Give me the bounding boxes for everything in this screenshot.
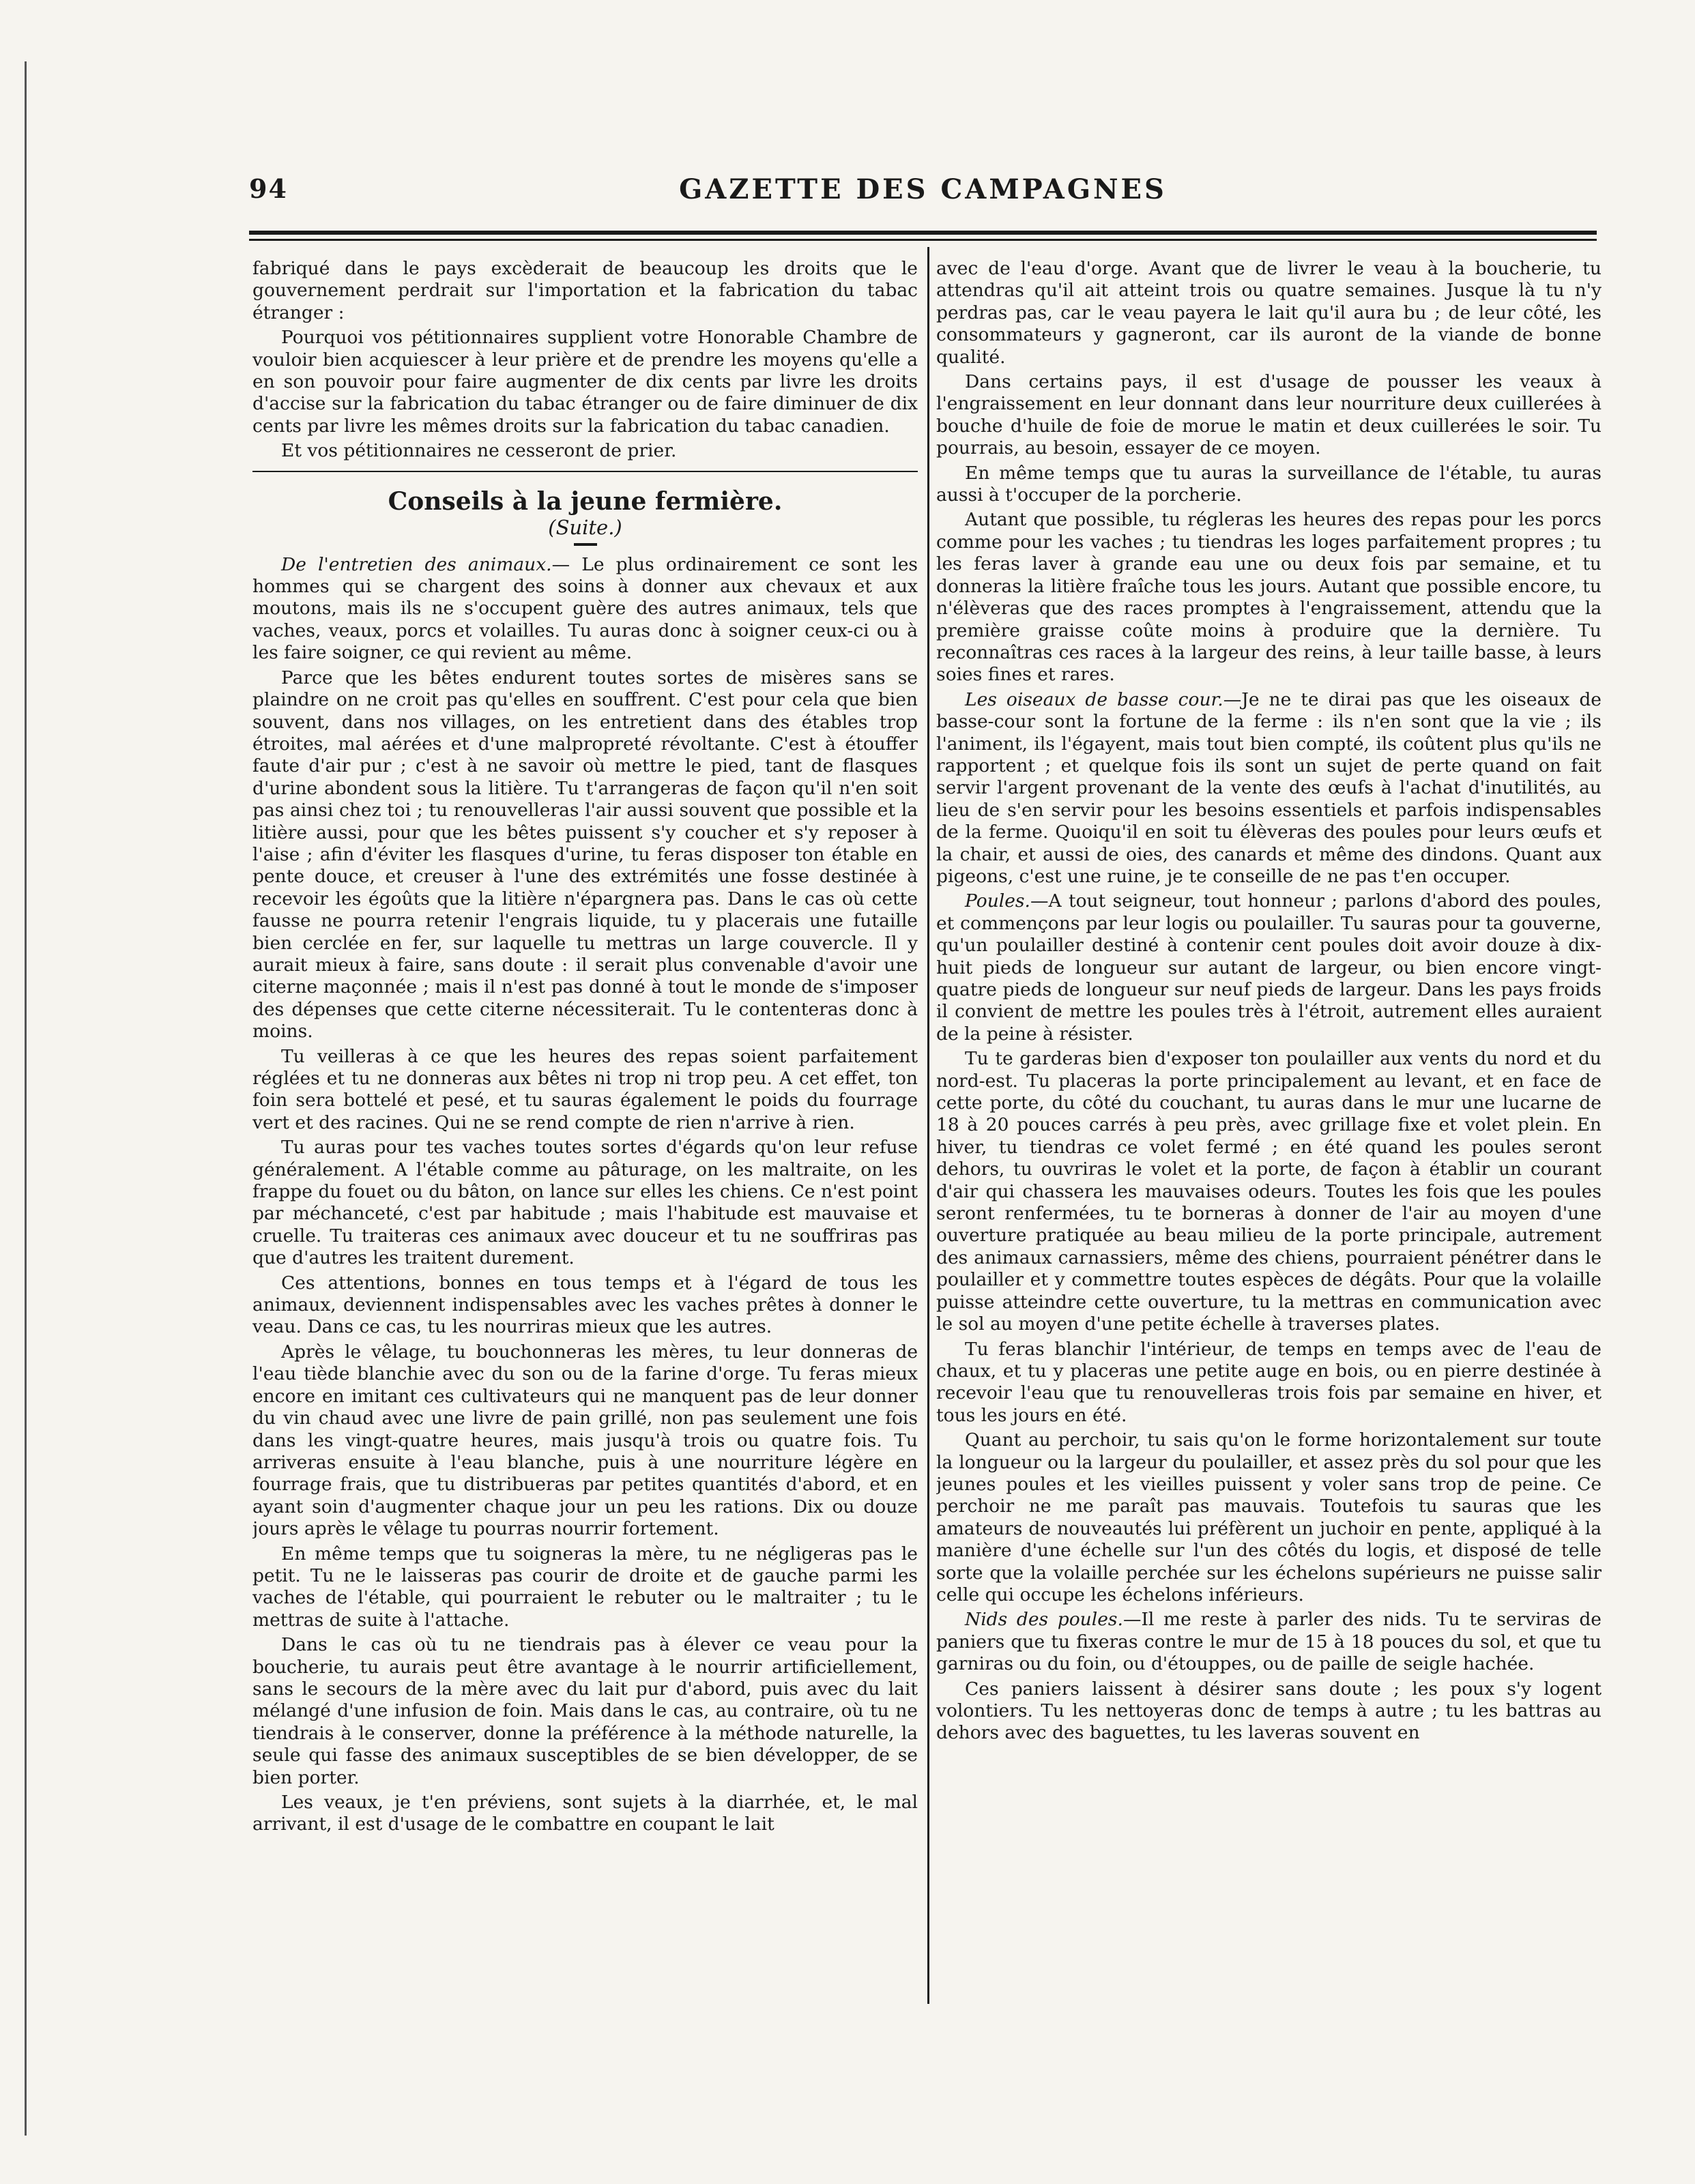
petition-paragraph: fabriqué dans le pays excèderait de beaucoup les droits que le gouvernement perdrait sur l'importation et la fabrication du tabac étranger :: [252, 258, 918, 323]
run-in-heading: Les oiseaux de basse cour.: [965, 688, 1223, 710]
article-paragraph: [252, 554, 918, 665]
column-divider: [927, 247, 929, 2004]
article-paragraph: [936, 689, 1602, 888]
article-paragraph: Dans certains pays, il est d'usage de pousser les veaux à l'engraissement en leur donnant dans leur nourriture deux cuillerées à bouche d'huile de foie de morue le matin et deux cuillerées le soir. Tu pourrais, au besoin, essayer de ce moyen.: [936, 371, 1602, 459]
article-paragraph: Dans le cas où tu ne tiendrais pas à élever ce veau pour la boucherie, tu aurais peut être avantage à le nourrir artificiellement, sans le secours de la mère avec du lait pur d'abord, puis avec du lait mélangé d'une infusion de foin. Mais dans le cas, au contraire, où tu ne tiendrais à le conserver, donne la préférence à la méthode naturelle, la seule qui fasse des animaux susceptibles de se bien développer, de se bien porter.: [252, 1634, 918, 1788]
article-paragraph: avec de l'eau d'orge. Avant que de livrer le veau à la boucherie, tu attendras qu'il ait atteint trois ou quatre semaines. Jusque là tu n'y perdras pas, car le veau payera le lait qu'il aura bu ; de leur côté, les consommateurs y gagneront, car ils auront de la viande de bonne qualité.: [936, 258, 1602, 368]
masthead: GAZETTE DES CAMPAGNES: [679, 173, 1167, 205]
article-title: Conseils à la jeune fermière.: [388, 486, 783, 516]
run-in-heading: Nids des poules.: [965, 1609, 1123, 1631]
article-paragraph: Autant que possible, tu régleras les heures des repas pour les porcs comme pour les vaches ; tu tiendras les loges parfaitement propres ; tu les feras laver à grande eau une ou deux fois par semaine, et tu donneras la litière fraîche tous les jours. Autant que possible encore, tu n'élèveras que des races promptes à l'engraissement, attendu que la première graisse coûte moins à produire que la dernière. Tu reconnaîtras ces races à la largeur des reins, à leur taille basse, à leurs soies fines et rares.: [936, 509, 1602, 686]
article-paragraph: Les veaux, je t'en préviens, sont sujets à la diarrhée, et, le mal arrivant, il est d'usage de le combattre en coupant le lait: [252, 1792, 918, 1835]
binding-edge: [25, 61, 27, 2136]
article-paragraph: Tu feras blanchir l'intérieur, de temps en temps avec de l'eau de chaux, et tu y placeras une petite auge en bois, ou en pierre destinée à recevoir l'eau que tu renouvelleras trois fois par semaine en hiver, et tous les jours en été.: [936, 1338, 1602, 1426]
article-paragraph: Tu auras pour tes vaches toutes sortes d'égards qu'on leur refuse généralement. A l'étable comme au pâturage, on les maltraite, on les frappe du fouet ou du bâton, on lance sur elles les chiens. Ce n'est point par méchanceté, c'est par habitude ; mais l'habitude est mauvaise et cruelle. Tu traiteras ces animaux avec douceur et tu ne souffriras pas que d'autres les traitent durement.: [252, 1137, 918, 1269]
article-paragraph: Quant au perchoir, tu sais qu'on le forme horizontalement sur toute la longueur ou la largeur du poulailler, et assez près du sol pour que les jeunes poules et les vieilles puissent y voler sans trop de peine. Ce perchoir ne me paraît pas mauvais. Toutefois tu sauras que les amateurs de nouveautés lui préfèrent un juchoir en pente, appliqué à la manière d'une échelle sur l'un des côtés du logis, et disposé de telle sorte que la volaille perchée sur les échelons supérieurs ne puisse salir celle qui occupe les échelons inférieurs.: [936, 1429, 1602, 1605]
article-paragraph: Tu veilleras à ce que les heures des repas soient parfaitement réglées et tu ne donneras aux bêtes ni trop ni trop peu. A cet effet, ton foin sera bottelé et pesé, et tu sauras également le poids du fourrage vert et des racines. Qui ne se rend compte de rien n'arrive à rien.: [252, 1045, 918, 1133]
article-paragraph: Parce que les bêtes endurent toutes sortes de misères sans se plaindre on ne croit pas qu'elles en souffrent. C'est pour cela que bien souvent, dans nos villages, on les entretient dans des étables trop étroites, mal aérées et d'une malpropreté révoltante. C'est à étouffer faute d'air pur ; c'est à ne savoir où mettre le pied, tant de flasques d'urine abondent sous la litière. Tu t'arrangeras de façon qu'il n'en soit pas ainsi chez toi ; tu renouvelleras l'air aussi souvent que possible et la litière aussi, pour que les bêtes puissent s'y coucher et s'y reposer à l'aise ; afin d'éviter les flasques d'urine, tu feras disposer ton étable en pente douce, et creuser à l'une des extrémités une fosse destinée à recevoir les égoûts que la litière n'épargnera pas. Dans le cas où cette fausse ne pourra retenir l'engrais liquide, tu y placerais une futaille bien cerclée en fer, sur laquelle tu mettras un large couvercle. Il y aurait mieux à faire, sans doute : il serait plus convenable d'avoir une citerne maçonnée ; mais il n'est pas donné à tout le monde de s'imposer des dépenses que cette citerne nécessiterait. Tu le contenteras donc à moins.: [252, 667, 918, 1043]
paragraph-text: —Je ne te dirai pas que les oiseaux de basse-cour sont la fortune de la ferme : ils n'en sont que la vie ; ils l'animent, ils l'égayent, mais tout bien compté, ils coûtent plus qu'ils ne rapportent ; et quelque fois ils sont un sujet de perte quand on fait servir l'argent provenant de la vente des œufs à l'achat d'inutilités, au lieu de s'en servir pour les besoins essentiels et parfois indispensables de la ferme. Quoiqu'il en soit tu élèveras des poules pour leurs œufs et la chair, et aussi de oies, des canards et même des dindons. Quant aux pigeons, c'est une ruine, je te conseille de ne pas t'en occuper.: [936, 688, 1602, 887]
article-separator: [252, 471, 918, 472]
page-header: [249, 171, 1597, 212]
paragraph-text: —Il me reste à parler des nids. Tu te serviras de paniers que tu fixeras contre le mur de 15 à 18 pouces du sol, et que tu garniras ou du foin, ou d'étouppes, ou de paille de seigle hachée.: [936, 1609, 1602, 1675]
header-rule: [249, 231, 1597, 235]
article-paragraph: Tu te garderas bien d'exposer ton poulailler aux vents du nord et du nord-est. Tu placeras la porte principalement au levant, et en face de cette porte, du côté du couchant, tu auras dans le mur une lucarne de 18 à 20 pouces carrés à peu près, avec grillage fixe et volet plein. En hiver, tu tiendras ce volet fermé ; en été quand les poules seront dehors, tu ouvriras le volet et la porte, de façon à établir un courant d'air qui chassera les mauvaises odeurs. Toutes les fois que les poules seront renfermées, tu te borneras à donner de l'air au moyen d'une ouverture pratiquée au beau milieu de la porte principale, autrement des animaux carnassiers, même des chiens, pourraient pénétrer dans le poulailler et y commettre toutes espèces de dégâts. Pour que la volaille puisse atteindre cette ouverture, tu la mettras en communication avec le sol au moyen d'une petite échelle à traverses plates.: [936, 1048, 1602, 1335]
article-paragraph: Ces paniers laissent à désirer sans doute ; les poux s'y logent volontiers. Tu les nettoyeras donc de temps à autre ; tu les battras au dehors avec des baguettes, tu les laveras souvent en: [936, 1678, 1602, 1744]
petition-closing: Et vos pétitionnaires ne cesseront de prier.: [281, 440, 677, 462]
article-paragraph: Après le vêlage, tu bouchonneras les mères, tu leur donneras de l'eau tiède blanchie avec du son ou de la farine d'orge. Tu feras mieux encore en imitant ces cultivateurs qui ne manquent pas de leur donner du vin chaud avec une livre de pain grillé, non pas seulement une fois dans les vingt-quatre heures, mais jusqu'à trois ou quatre fois. Tu arriveras ensuite à l'eau blanche, puis à une nourriture légère en fourrage frais, que tu distribueras par petites quantités d'abord, et en ayant soin d'augmenter chaque jour un peu les rations. Dix ou douze jours après le vêlage tu pourras nourrir fortement.: [252, 1341, 918, 1540]
article-paragraph: En même temps que tu auras la surveillance de l'étable, tu auras aussi à t'occuper de la porcherie.: [936, 462, 1602, 506]
left-column: [252, 258, 918, 2005]
header-rule-thin: [249, 239, 1597, 241]
run-in-heading: Poules.: [965, 890, 1030, 912]
title-dash: [574, 543, 597, 546]
article-paragraph: En même temps que tu soigneras la mère, tu ne négligeras pas le petit. Tu ne le laisseras pas courir de droite et de gauche parmi les vaches de l'étable, qui pourraient le rebuter ou le maltraiter ; tu le mettras de suite à l'attache.: [252, 1543, 918, 1631]
page-number: 94: [249, 173, 288, 204]
article-paragraph: [936, 1609, 1602, 1675]
article-paragraph: Ces attentions, bonnes en tous temps et à l'égard de tous les animaux, deviennent indispensables avec les vaches prêtes à donner le veau. Dans ce cas, tu les nourriras mieux que les autres.: [252, 1272, 918, 1338]
article-subtitle: (Suite.): [548, 515, 622, 539]
right-column: [936, 258, 1602, 2005]
paragraph-text: —A tout seigneur, tout honneur ; parlons d'abord des poules, et commençons par leur logis ou poulailler. Tu sauras pour ta gouverne, qu'un poulailler destiné à contenir cent poules doit avoir douze à dix-huit pieds de longueur sur autant de largeur, ou bien encore vingt-quatre pieds de longueur sur neuf pieds de largeur. Dans les pays froids il convient de mettre les poules très à l'étroit, autrement elles auraient de la peine à résister.: [936, 890, 1602, 1045]
run-in-heading: De l'entretien des animaux.: [281, 553, 552, 575]
paragraph-text: — Le plus ordinairement ce sont les hommes qui se chargent des soins à donner aux chevaux et aux moutons, mais ils ne s'occupent guère des autres animaux, tels que vaches, veaux, porcs et volailles. Tu auras donc à soigner ceux-ci ou à les faire soigner, ce qui revient au même.: [252, 553, 918, 664]
article-paragraph: [936, 890, 1602, 1045]
petition-paragraph: Pourquoi vos pétitionnaires supplient votre Honorable Chambre de vouloir bien acquiescer à leur prière et de prendre les moyens qu'elle a en son pouvoir pour faire augmenter de dix cents par livre les droits d'accise sur la fabrication du tabac étranger ou de faire diminuer de dix cents par livre les mêmes droits sur la fabrication du tabac canadien.: [252, 327, 918, 437]
